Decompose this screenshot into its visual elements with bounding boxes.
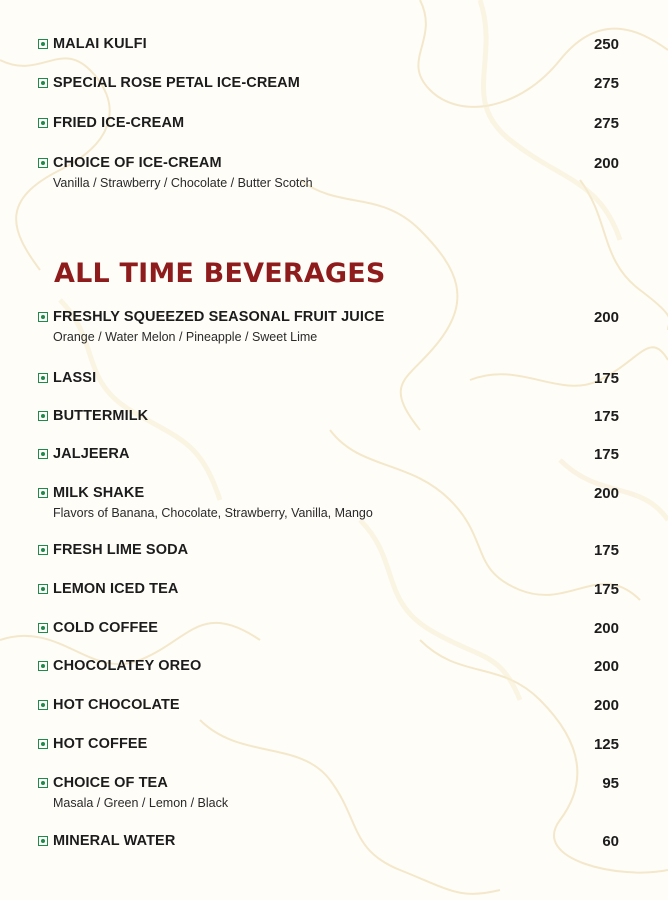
item-description: Orange / Water Melon / Pineapple / Sweet Lime — [53, 330, 318, 344]
item-name: CHOCOLATEY OREO — [53, 658, 202, 674]
item-price: 275 — [593, 115, 619, 132]
item-name: JALJEERA — [53, 446, 130, 462]
item-name: FRIED ICE-CREAM — [53, 115, 185, 131]
veg-symbol-icon — [38, 778, 48, 788]
item-price: 250 — [593, 36, 619, 53]
item-price: 175 — [593, 370, 619, 387]
section-title: ALL TIME BEVERAGES — [54, 258, 386, 289]
item-price: 200 — [593, 620, 619, 637]
menu-item — [38, 581, 620, 599]
item-name: CHOICE OF TEA — [53, 775, 168, 791]
item-name: MALAI KULFI — [53, 36, 147, 52]
item-name: FRESH LIME SODA — [53, 542, 189, 558]
item-name: MILK SHAKE — [53, 485, 145, 501]
item-price: 200 — [593, 309, 619, 326]
item-description: Masala / Green / Lemon / Black — [53, 796, 229, 810]
item-price: 275 — [593, 75, 619, 92]
item-price: 175 — [593, 408, 619, 425]
menu-item — [38, 620, 620, 638]
item-name: FRESHLY SQUEEZED SEASONAL FRUIT JUICE — [53, 309, 385, 325]
item-price: 200 — [593, 697, 619, 714]
item-price: 200 — [593, 485, 619, 502]
veg-symbol-icon — [38, 661, 48, 671]
menu-item — [38, 155, 620, 190]
item-description: Flavors of Banana, Chocolate, Strawberry, Vanilla, Mango — [53, 506, 373, 520]
veg-symbol-icon — [38, 545, 48, 555]
veg-symbol-icon — [38, 158, 48, 168]
veg-symbol-icon — [38, 449, 48, 459]
menu-item — [38, 370, 620, 388]
menu-item — [38, 75, 620, 93]
menu-item — [38, 115, 620, 133]
menu-item — [38, 309, 620, 344]
item-price: 175 — [593, 581, 619, 598]
veg-symbol-icon — [38, 118, 48, 128]
menu-item — [38, 36, 620, 54]
veg-symbol-icon — [38, 312, 48, 322]
veg-symbol-icon — [38, 623, 48, 633]
item-price: 60 — [602, 833, 619, 850]
item-name: BUTTERMILK — [53, 408, 149, 424]
item-price: 175 — [593, 542, 619, 559]
item-price: 200 — [593, 658, 619, 675]
menu-item — [38, 833, 620, 851]
menu-item — [38, 485, 620, 520]
item-price: 95 — [602, 775, 619, 792]
veg-symbol-icon — [38, 584, 48, 594]
item-name: HOT CHOCOLATE — [53, 697, 180, 713]
veg-symbol-icon — [38, 700, 48, 710]
item-name: MINERAL WATER — [53, 833, 176, 849]
item-name: COLD COFFEE — [53, 620, 159, 636]
item-price: 175 — [593, 446, 619, 463]
item-name: LASSI — [53, 370, 97, 386]
item-name: LEMON ICED TEA — [53, 581, 179, 597]
menu-item — [38, 736, 620, 754]
menu-item — [38, 542, 620, 560]
item-name: HOT COFFEE — [53, 736, 148, 752]
item-price: 200 — [593, 155, 619, 172]
veg-symbol-icon — [38, 836, 48, 846]
menu-item — [38, 446, 620, 464]
veg-symbol-icon — [38, 411, 48, 421]
menu-item — [38, 697, 620, 715]
veg-symbol-icon — [38, 488, 48, 498]
veg-symbol-icon — [38, 373, 48, 383]
menu-item — [38, 775, 620, 810]
veg-symbol-icon — [38, 39, 48, 49]
item-name: CHOICE OF ICE-CREAM — [53, 155, 222, 171]
menu-item — [38, 658, 620, 676]
item-name: SPECIAL ROSE PETAL ICE-CREAM — [53, 75, 300, 91]
menu-item — [38, 408, 620, 426]
item-description: Vanilla / Strawberry / Chocolate / Butter Scotch — [53, 176, 313, 190]
item-price: 125 — [593, 736, 619, 753]
veg-symbol-icon — [38, 739, 48, 749]
veg-symbol-icon — [38, 78, 48, 88]
